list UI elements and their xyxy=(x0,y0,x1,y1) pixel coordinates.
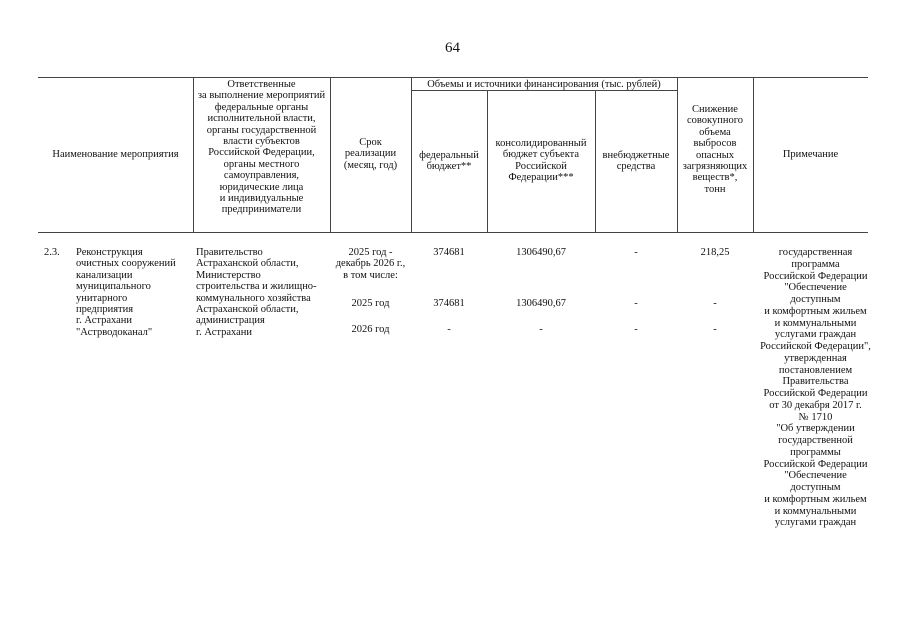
row-extrabudgetary-total: - xyxy=(634,247,638,258)
row-federal-2025: 374681 xyxy=(433,298,465,309)
table-top-border xyxy=(38,77,868,78)
row-term-2026: 2026 год xyxy=(351,324,390,335)
header-consolidated: консолидированный бюджет субъекта Российской Федерации*** xyxy=(495,138,587,184)
row-term-total: 2025 год - декабрь 2026 г., в том числе: xyxy=(335,247,406,281)
row-reduction-2025: - xyxy=(713,298,717,309)
row-reduction-2026: - xyxy=(713,324,717,335)
row-federal-total: 374681 xyxy=(433,247,465,258)
row-reduction-total: 218,25 xyxy=(700,247,730,258)
header-extrabudgetary: внебюджетные средства xyxy=(602,150,670,173)
row-responsible: Правительство Астраханской области, Министерство строительства и жилищно- коммунального хозяйства Астраханской области, администрация г. Астрахани xyxy=(196,247,317,338)
row-name: Реконструкция очистных сооружений канализации муниципального унитарного предприятия г. Астрахани "Астрводоканал" xyxy=(76,247,176,338)
header-reduction: Снижение совокупного объема выбросов опасных загрязняющих веществ*, тонн xyxy=(682,104,748,195)
header-term: Срок реализации (месяц, год) xyxy=(343,137,398,171)
row-number: 2.3. xyxy=(44,247,60,258)
header-note: Примечание xyxy=(782,149,839,160)
row-consolidated-total: 1306490,67 xyxy=(516,247,566,258)
header-responsible: Ответственные за выполнение мероприятий федеральные органы исполнительной власти, органы государственной власти субъектов Российской Федерации, органы местного самоуправления, юридические лица и индивидуальные предприниматели xyxy=(197,79,326,216)
page-number: 64 xyxy=(445,40,460,56)
row-note: государственная программа Российской Федерации "Обеспечение доступным и комфортным жильем и коммунальными услугами граждан Российской Федерации", утвержденная постановлением Правительства Российской Федерации от 30 декабря 2017 г. № 1710 "Об утверждении государственной программы Российской Федерации "Обеспечение доступным и комфортным жильем и коммунальными услугами граждан xyxy=(760,247,871,529)
row-federal-2026: - xyxy=(447,324,451,335)
row-consolidated-2026: - xyxy=(539,324,543,335)
header-federal: федеральный бюджет** xyxy=(419,150,479,173)
row-term-2025: 2025 год xyxy=(351,298,390,309)
row-extrabudgetary-2025: - xyxy=(634,298,638,309)
row-consolidated-2025: 1306490,67 xyxy=(516,298,566,309)
header-name: Наименование мероприятия xyxy=(52,149,179,160)
row-extrabudgetary-2026: - xyxy=(634,324,638,335)
header-funding-group: Объемы и источники финансирования (тыс. рублей) xyxy=(427,79,661,90)
header-bottom-border xyxy=(38,232,868,233)
